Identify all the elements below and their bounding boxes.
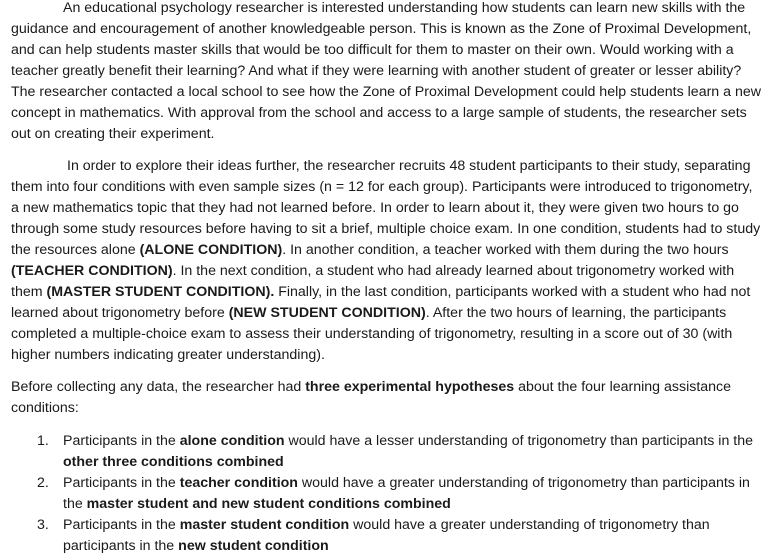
hypothesis-bold: master student and new student conditions combined xyxy=(86,496,451,512)
alone-condition-label: (ALONE CONDITION) xyxy=(139,242,283,258)
hypotheses-intro xyxy=(11,377,764,419)
hypothesis-bold: teacher condition xyxy=(179,475,298,491)
hypothesis-bold: other three conditions combined xyxy=(63,454,284,470)
method-text: . In another condition, a teacher worked with them during the two hours xyxy=(282,242,729,258)
intro-paragraph: An educational psychology researcher is interested understanding how students can learn new skills with the guidance and encouragement of another knowledgeable person. This is known as the Zone of Proximal Development, and can help students master skills that would be too difficult for them to master on their own. Would working with a teacher greatly benefit their learning? And what if they were learning with another student of greater or lesser ability? The researcher contacted a local school to see how the Zone of Proximal Development could help students learn a new concept in mathematics. With approval from the school and access to a large sample of students, the researcher sets out on creating their experiment. xyxy=(11,0,761,142)
hypothesis-text: would have a greater understanding of trigonometry than participants in the xyxy=(63,475,750,512)
hypothesis-text: Participants in the xyxy=(63,433,180,449)
hypothesis-text: would have a greater understanding of trigonometry than participants in the xyxy=(63,517,710,554)
list-number: 2. xyxy=(37,475,49,491)
hypotheses-intro-text: about the four learning assistance conditions: xyxy=(11,379,732,416)
list-item xyxy=(11,431,764,473)
hypothesis-text: would have a lesser understanding of trigonometry than participants in the xyxy=(284,433,754,449)
teacher-condition-label: (TEACHER CONDITION) xyxy=(11,263,173,279)
master-student-condition-label: (MASTER STUDENT CONDITION). xyxy=(46,284,275,300)
list-number: 3. xyxy=(37,517,49,533)
list-number: 1. xyxy=(37,433,49,449)
hypothesis-text: Participants in the xyxy=(63,475,180,491)
list-item xyxy=(11,515,764,557)
hypothesis-text: Participants in the xyxy=(63,517,180,533)
method-text: . After the two hours of learning, the participants completed a multiple-choice exam to assess their understanding of trigonometry, resulting in a score out of 30 (with higher numbers indicating greater understanding). xyxy=(11,305,733,363)
hypotheses-intro-bold: three experimental hypotheses xyxy=(305,379,515,395)
method-text: . In the next condition, a student who had already learned about trigonometry worked with them xyxy=(11,263,735,300)
hypothesis-bold: new student condition xyxy=(178,538,329,554)
hypotheses-intro-text: Before collecting any data, the researcher had xyxy=(11,379,306,395)
new-student-condition-label: (NEW STUDENT CONDITION) xyxy=(228,305,426,321)
method-text: Finally, in the last condition, participants worked with a student who had not learned about trigonometry before xyxy=(11,284,751,321)
hypothesis-bold: master student condition xyxy=(179,517,350,533)
hypotheses-list xyxy=(11,431,764,557)
method-paragraph xyxy=(11,156,764,366)
list-item xyxy=(11,473,764,515)
hypothesis-bold: alone condition xyxy=(179,433,285,449)
method-text: In order to explore their ideas further, the researcher recruits 48 student participants to their study, separating them into four conditions with even sample sizes (n = 12 for each group). Participants were introduced to trigonometry, a new mathematics topic that they had not learned before. In order to learn about it, they were given two hours to go through some study resources before having to sit a brief, multiple choice exam. In one condition, students had to study the resources alone xyxy=(11,158,761,258)
